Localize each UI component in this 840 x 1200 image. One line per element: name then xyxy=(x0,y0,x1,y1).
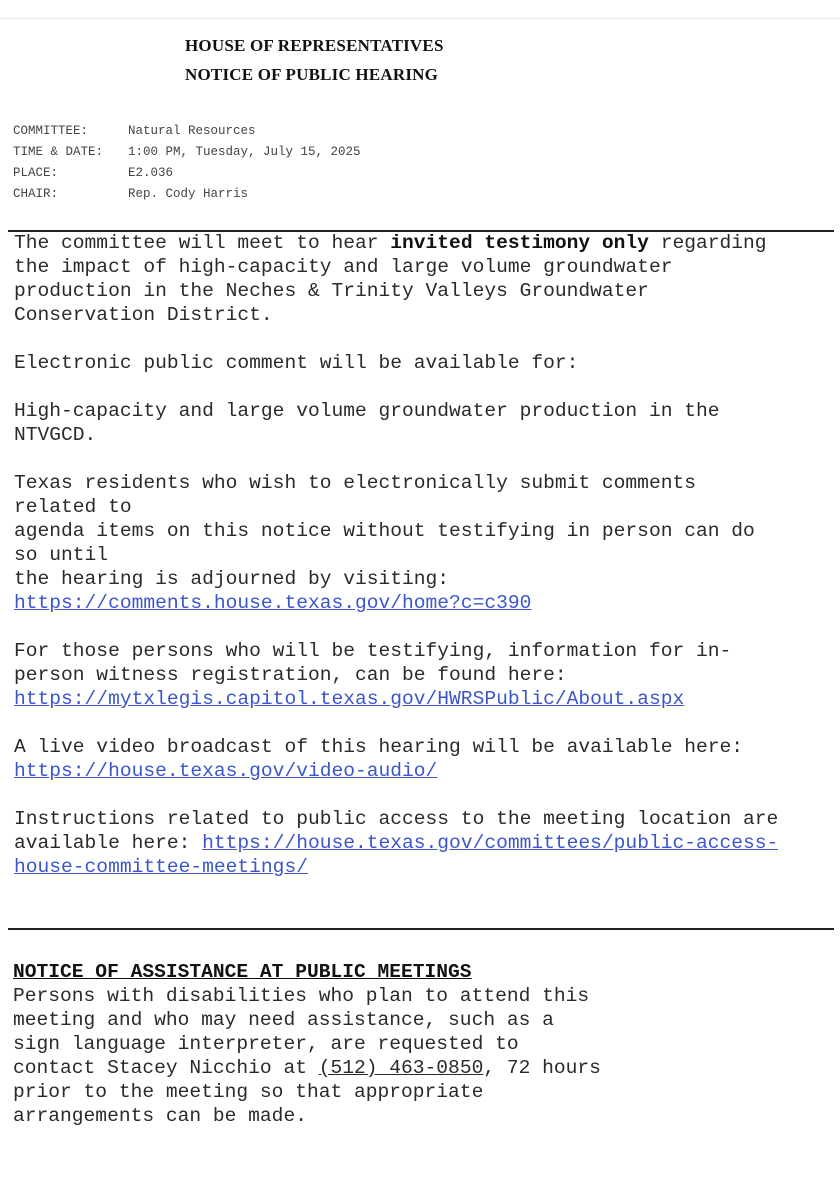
invited-testimony-emphasis: invited testimony only xyxy=(390,232,649,254)
intro-paragraph xyxy=(14,231,829,327)
committee-value: Natural Resources xyxy=(128,124,256,138)
video-paragraph xyxy=(14,735,829,783)
chair-value: Rep. Cody Harris xyxy=(128,187,249,201)
section-divider xyxy=(8,928,834,930)
notice-line: Persons with disabilities who plan to attend this xyxy=(13,985,590,1007)
header-title: HOUSE OF REPRESENTATIVES xyxy=(185,36,444,55)
residents-line: related to xyxy=(14,496,132,518)
notice-contact-text: contact Stacey Nicchio at xyxy=(13,1057,319,1079)
document-header xyxy=(185,31,444,89)
intro-text-cont: regarding xyxy=(648,232,767,254)
witness-registration-link[interactable]: https://mytxlegis.capitol.texas.gov/HWRSPublic/About.aspx xyxy=(14,688,685,710)
topic-line: High-capacity and large volume groundwater production in the xyxy=(14,400,720,422)
comments-link[interactable]: https://comments.house.texas.gov/home?c=c390 xyxy=(14,592,532,614)
place-value: E2.036 xyxy=(128,166,174,180)
video-line: A live video broadcast of this hearing will be available here: xyxy=(14,736,744,758)
residents-paragraph xyxy=(14,471,829,615)
time-date-label: TIME & DATE: xyxy=(13,145,104,159)
residents-line: Texas residents who wish to electronically submit comments xyxy=(14,472,696,494)
access-text: available here: xyxy=(14,832,203,854)
notice-title: NOTICE OF ASSISTANCE AT PUBLIC MEETINGS xyxy=(13,961,472,983)
hearing-details xyxy=(13,123,361,207)
electronic-comment-paragraph xyxy=(14,351,829,375)
residents-line: agenda items on this notice without testifying in person can do xyxy=(14,520,755,542)
topic-line: NTVGCD. xyxy=(14,424,97,446)
public-access-link-cont[interactable]: house-committee-meetings/ xyxy=(14,856,308,878)
witness-line: person witness registration, can be found here: xyxy=(14,664,567,686)
chair-row xyxy=(13,186,361,207)
place-label: PLACE: xyxy=(13,166,59,180)
committee-label: COMMITTEE: xyxy=(13,124,89,138)
hearing-body xyxy=(14,231,829,903)
public-access-paragraph xyxy=(14,807,829,879)
witness-line: For those persons who will be testifying, information for in- xyxy=(14,640,732,662)
header-subtitle: NOTICE OF PUBLIC HEARING xyxy=(185,65,439,84)
intro-line: the impact of high-capacity and large volume groundwater xyxy=(14,256,673,278)
notice-line: sign language interpreter, are requested to xyxy=(13,1033,519,1055)
residents-line: the hearing is adjourned by visiting: xyxy=(14,568,450,590)
intro-text: The committee will meet to hear xyxy=(14,232,391,254)
intro-line: Conservation District. xyxy=(14,304,273,326)
electronic-comment-text: Electronic public comment will be available for: xyxy=(14,352,579,374)
time-date-value: 1:00 PM, Tuesday, July 15, 2025 xyxy=(128,145,361,159)
time-date-row xyxy=(13,144,361,165)
public-access-link[interactable]: https://house.texas.gov/committees/public-access- xyxy=(202,832,779,854)
notice-line: prior to the meeting so that appropriate xyxy=(13,1081,484,1103)
residents-line: so until xyxy=(14,544,109,566)
place-row xyxy=(13,165,361,186)
contact-phone-link[interactable]: (512) 463-0850 xyxy=(318,1057,484,1079)
chair-label: CHAIR: xyxy=(13,187,59,201)
video-audio-link[interactable]: https://house.texas.gov/video-audio/ xyxy=(14,760,438,782)
access-line: Instructions related to public access to the meeting location are xyxy=(14,808,779,830)
notice-line: arrangements can be made. xyxy=(13,1105,307,1127)
top-divider xyxy=(0,18,840,19)
assistance-notice xyxy=(13,960,713,1128)
topic-paragraph xyxy=(14,399,829,447)
notice-contact-text-cont: , 72 hours xyxy=(483,1057,601,1079)
notice-line: meeting and who may need assistance, such as a xyxy=(13,1009,554,1031)
intro-line: production in the Neches & Trinity Valleys Groundwater xyxy=(14,280,649,302)
witness-paragraph xyxy=(14,639,829,711)
committee-row xyxy=(13,123,361,144)
